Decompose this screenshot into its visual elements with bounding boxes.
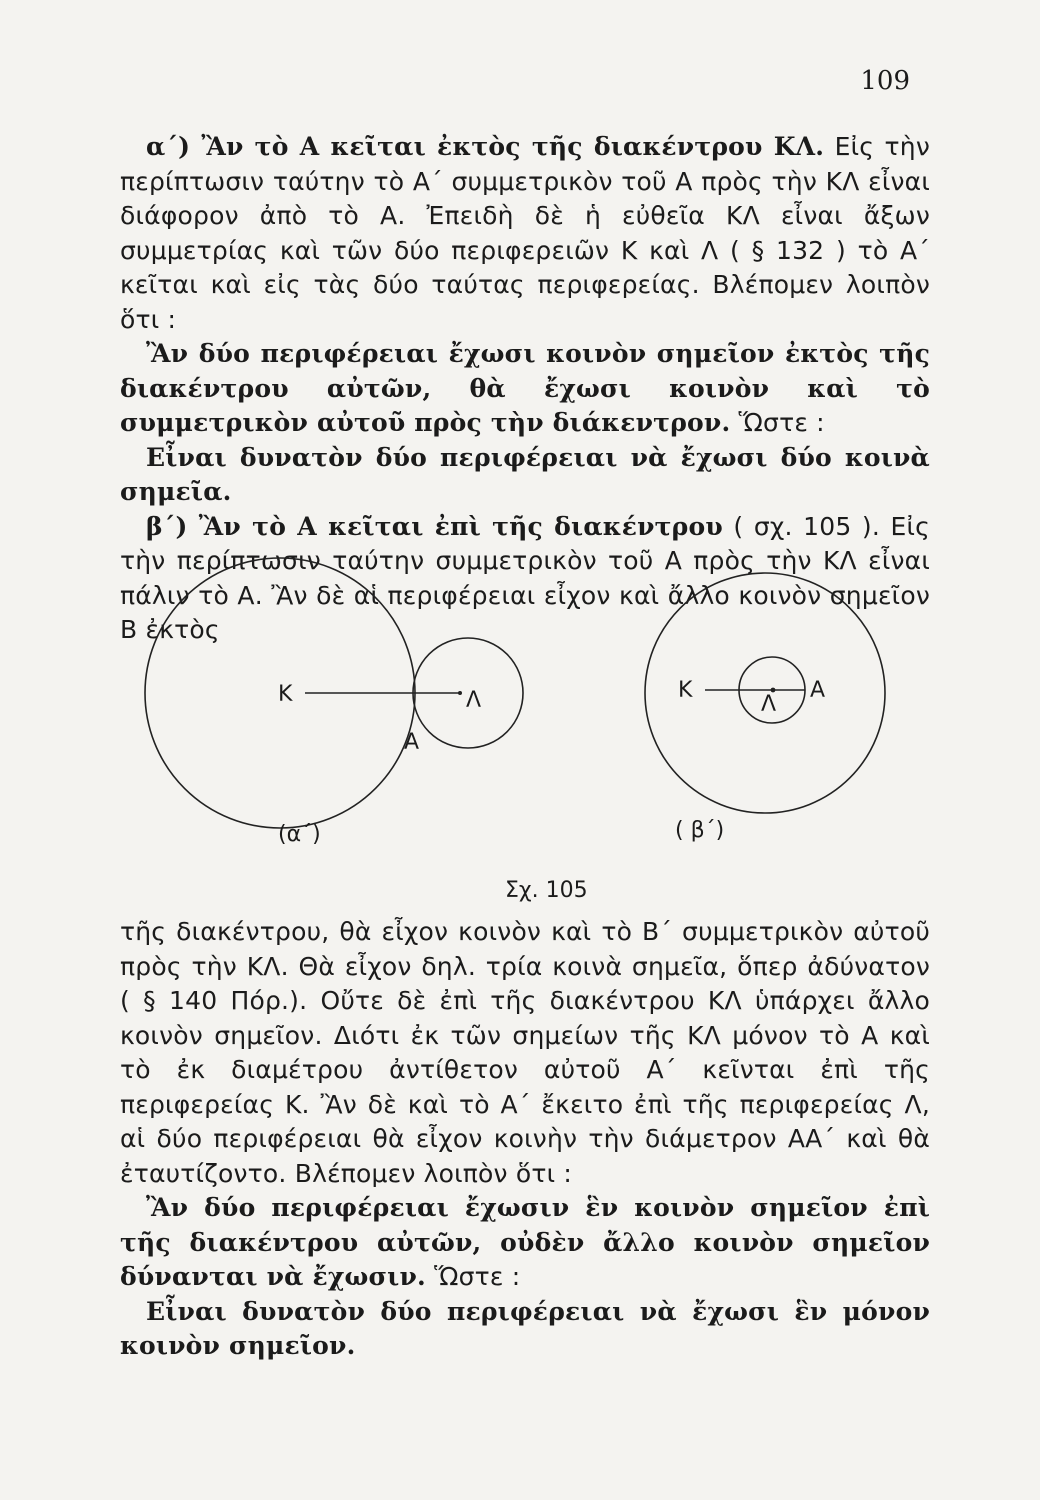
- section-a-hoste: Ὥστε :: [738, 408, 825, 437]
- section-a-conclusion: Εἶναι δυνατὸν δύο περιφέρειαι νὰ ἔχωσι δύο κοινὰ σημεῖα.: [120, 442, 930, 506]
- section-a-paragraph: [120, 130, 930, 337]
- section-b-text: ( σχ. 105 ). Εἰς τὴν περίπτωσιν ταύτην συμμετρικὸν τοῦ Α πρὸς τὴν ΚΛ εἶναι πάλιν τὸ Α. Ἂν δὲ αἱ περιφέρειαι εἶχον καὶ ἄλλο κοινὸν σημεῖον Β ἐκτὸς: [120, 511, 930, 644]
- continuation-conclusion-paragraph: [120, 1295, 930, 1364]
- left-label-k: Κ: [278, 682, 293, 707]
- section-a-text: Εἰς τὴν περίπτωσιν ταύτην τὸ Α΄ συμμετρικὸν τοῦ Α πρὸς τὴν ΚΛ εἶναι διάφορον ἀπὸ τὸ Α. Ἐπειδὴ δὲ ἡ εὐθεῖα ΚΛ εἶναι ἄξων συμμετρίας καὶ τῶν δύο περιφερειῶν Κ καὶ Λ ( § 132 ) τὸ Α΄ κεῖται καὶ εἰς τὰς δύο ταύτας περιφερείας. Βλέπομεν λοιπὸν ὅτι :: [120, 132, 931, 334]
- section-a-conclusion-paragraph: [120, 441, 930, 510]
- left-subtitle: (α΄): [278, 822, 321, 847]
- continuation-text: τῆς διακέντρου, θὰ εἶχον κοινὸν καὶ τὸ Β΄ συμμετρικὸν αὐτοῦ πρὸς τὴν ΚΛ. Θὰ εἶχον δηλ. τρία κοινὰ σημεῖα, ὅπερ ἀδύνατον ( § 140 Πόρ.). Οὔτε δὲ ἐπὶ τῆς διακέντρου ΚΛ ὑπάρχει ἄλλο κοινὸν σημεῖον. Διότι ἐκ τῶν σημείων τῆς ΚΛ μόνον τὸ Α καὶ τὸ ἐκ διαμέτρου ἀντίθετον αὐτοῦ Α΄ κεῖνται ἐπὶ τῆς περιφερείας Κ. Ἂν δὲ καὶ τὸ Α΄ ἔκειτο ἐπὶ τῆς περιφερείας Λ, αἱ δύο περιφέρειαι θὰ εἶχον κοινὴν τὴν διάμετρον ΑΑ΄ καὶ θὰ ἐταυτίζοντο. Βλέπομεν λοιπὸν ὅτι :: [120, 917, 930, 1188]
- right-label-l: Λ: [761, 692, 777, 717]
- figure-drawing: [160, 560, 880, 920]
- continuation-hoste: Ὥστε :: [434, 1262, 521, 1291]
- right-subtitle: ( β΄): [675, 818, 725, 843]
- continuation-theorem-paragraph: [120, 1191, 930, 1295]
- section-a-heading: α΄) Ἂν τὸ Α κεῖται ἐκτὸς τῆς διακέντρου ΚΛ.: [146, 132, 825, 161]
- left-label-a: Α: [404, 730, 420, 755]
- right-label-a: Α: [810, 678, 826, 703]
- right-label-k: Κ: [678, 678, 693, 703]
- continuation-theorem: Ἂν δύο περιφέρειαι ἔχωσιν ἓν κοινὸν σημεῖον ἐπὶ τῆς διακέντρου αὐτῶν, οὐδὲν ἄλλο κοινὸν σημεῖον δύνανται νὰ ἔχωσιν.: [120, 1193, 930, 1291]
- section-b-heading: β΄) Ἂν τὸ Α κεῖται ἐπὶ τῆς διακέντρου: [146, 511, 723, 541]
- figure-105: [160, 560, 880, 920]
- continuation: [120, 915, 930, 1364]
- page-number: 109: [860, 66, 910, 96]
- continuation-conclusion: Εἶναι δυνατὸν δύο περιφέρειαι νὰ ἔχωσι ἓν μόνον κοινὸν σημεῖον.: [120, 1296, 930, 1360]
- figure-caption: Σχ. 105: [505, 878, 588, 903]
- section-a-theorem-paragraph: [120, 337, 930, 441]
- left-point-l: [458, 691, 462, 695]
- section-a-theorem: Ἂν δύο περιφέρειαι ἔχωσι κοινὸν σημεῖον ἐκτὸς τῆς διακέντρου αὐτῶν, θὰ ἔχωσι κοινὸν καὶ τὸ συμμετρικὸν αὐτοῦ πρὸς τὴν διάκεντρον.: [120, 339, 930, 437]
- continuation-paragraph: [120, 915, 930, 1191]
- left-label-l: Λ: [466, 688, 482, 713]
